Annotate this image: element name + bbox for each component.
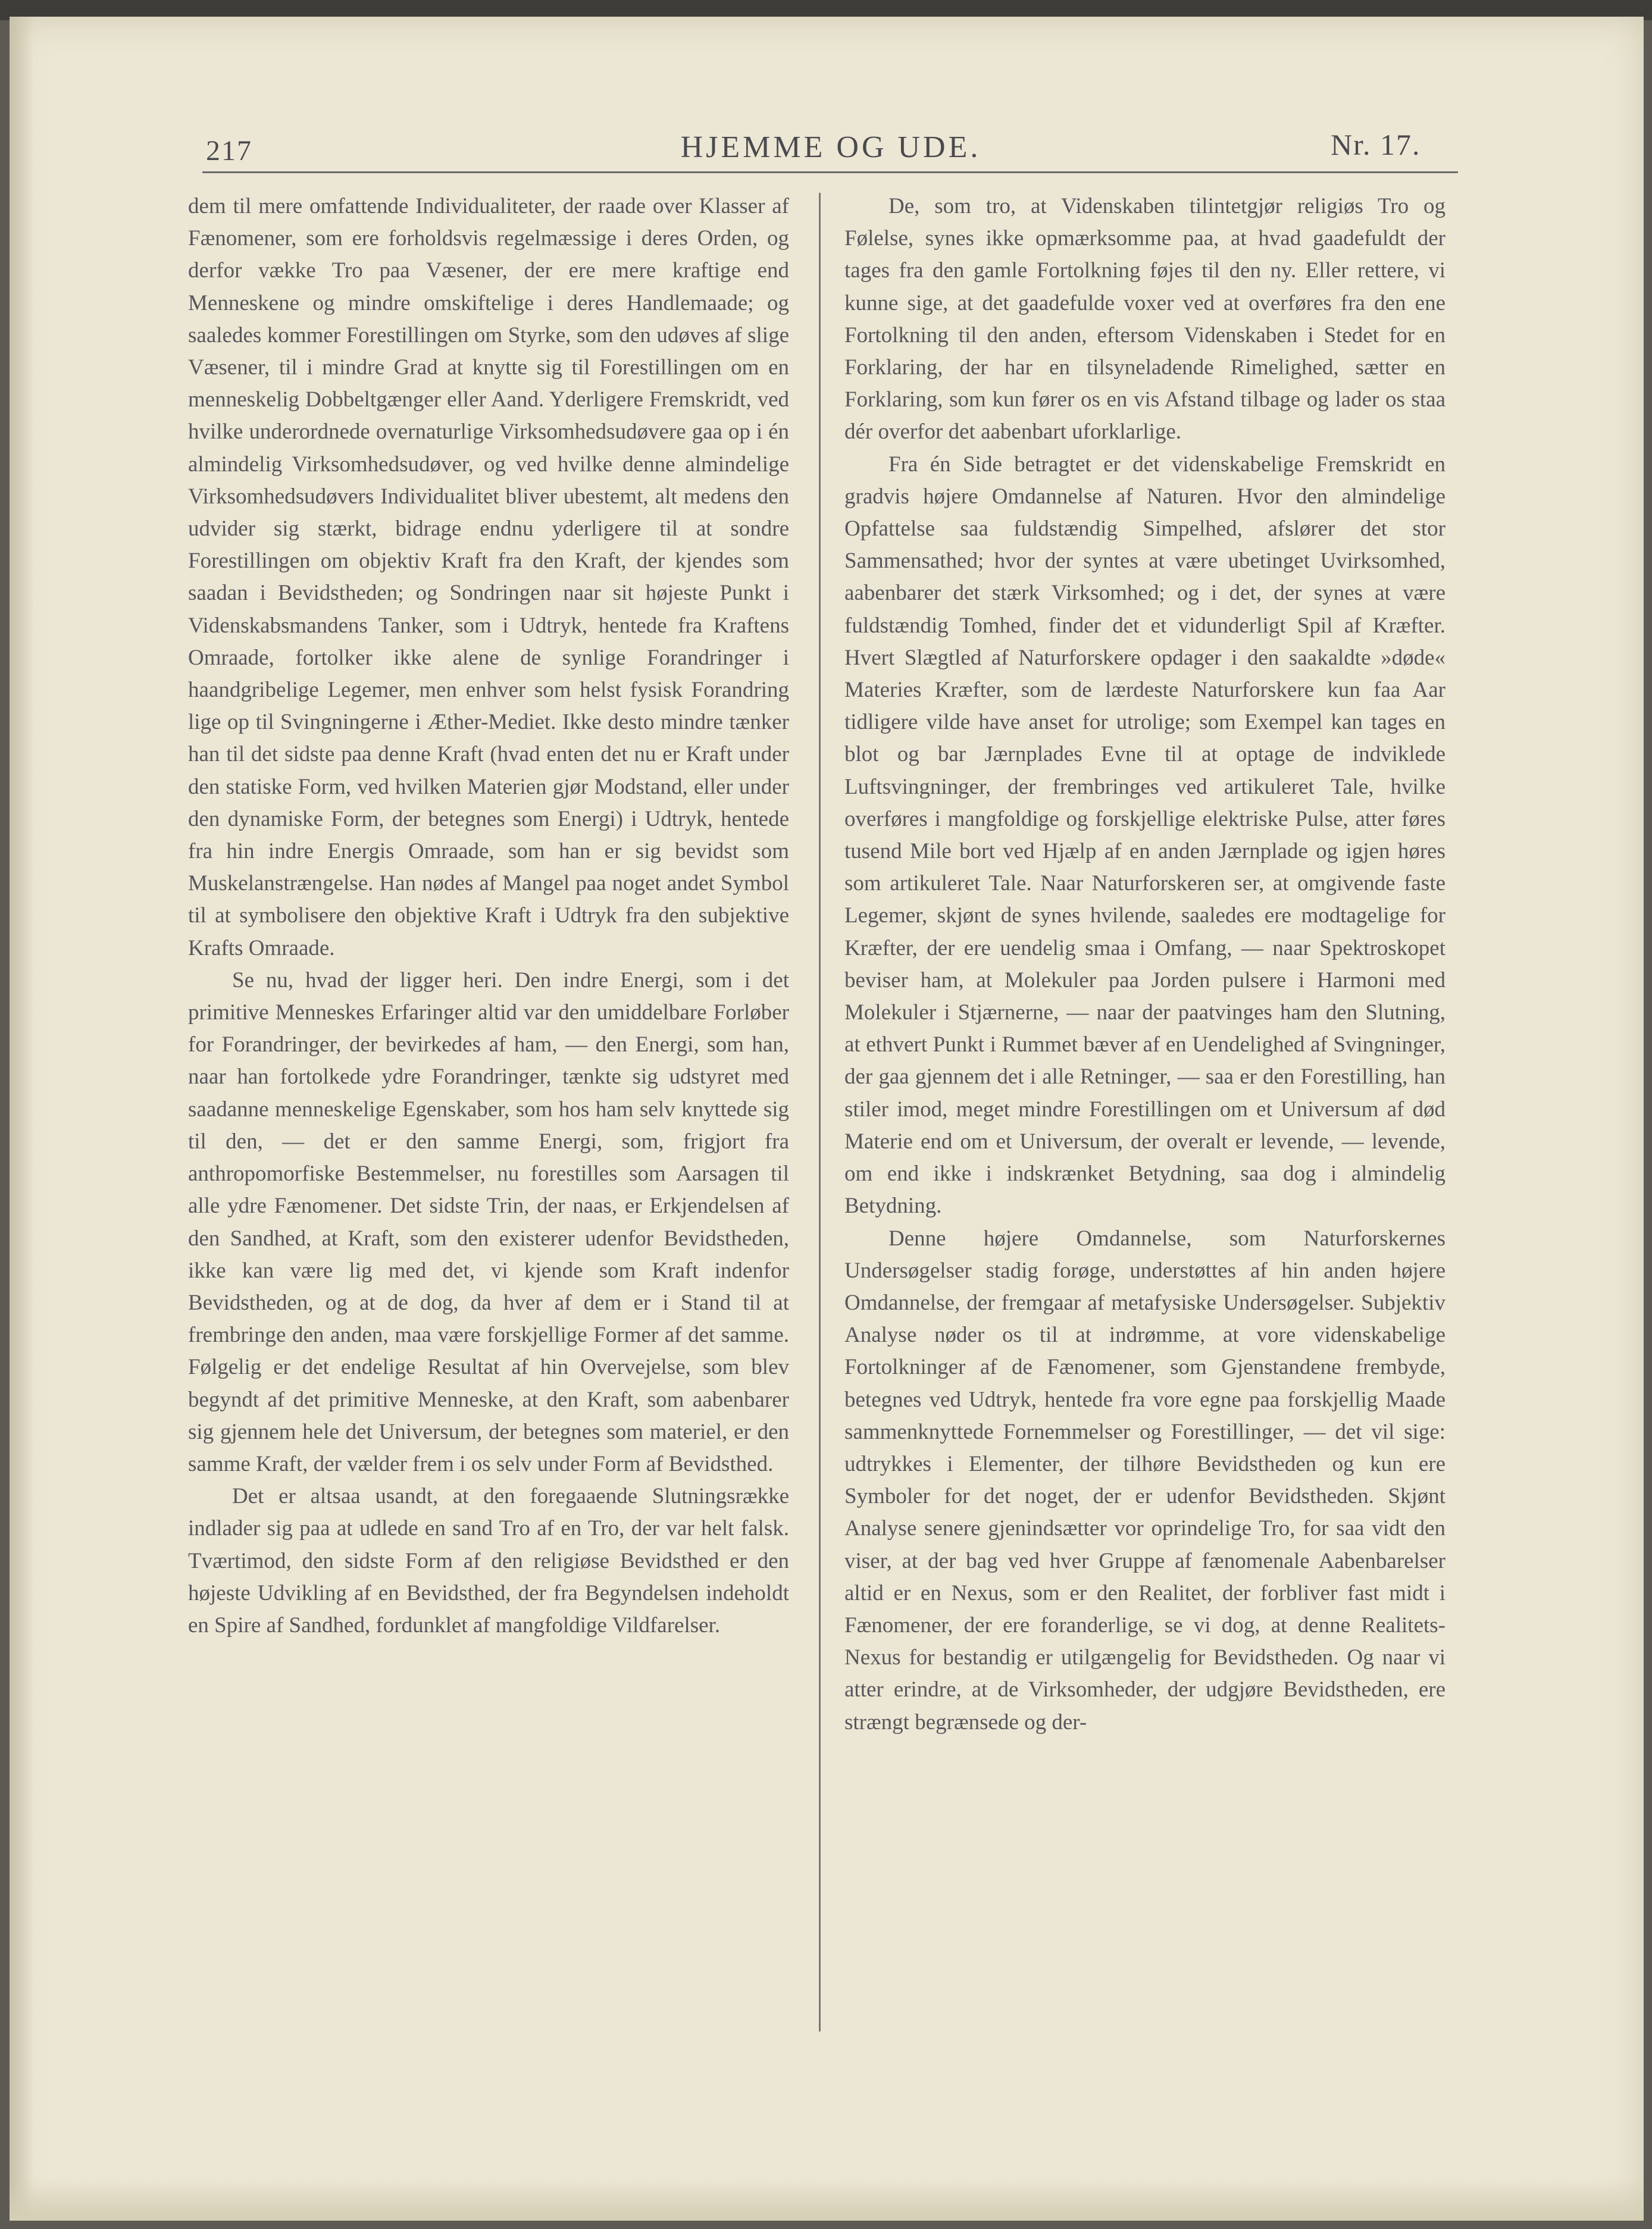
book-page (10, 17, 1644, 2221)
paragraph: Det er altsaa usandt, at den foregaaende Slutningsrække indlader sig paa at udlede en sand Tro af en Tro, der var helt falsk. Tværtimod, den sidste Form af den religiøse Bevidsthed er den højeste Udvikling af en Bevidsthed, der fra Begyndelsen indeholdt en Spire af Sandhed, fordunklet af mangfoldige Vildfarelser. (188, 1484, 789, 1638)
paragraph: Fra én Side betragtet er det videnskabelige Fremskridt en gradvis højere Omdannelse af Naturen. Hvor den almindelige Opfattelse saa fuldstændig Simpelhed, afslører det stor Sammensathed; hvor der syntes at være ubetinget Uvirksomhed, aabenbarer det stærk Virksomhed; og i det, der synes at være fuldstændig Tomhed, finder det et vidunderligt Spil af Kræfter. Hvert Slægtled af Naturforskere opdager i den saakaldte »døde« Materies Kræfter, som de lærdeste Naturforskere kun faa Aar tidligere vilde have anset for utrolige; som Exempel kan tages en blot og bar Jærnplades Evne til at optage de indviklede Luftsvingninger, der frembringes ved artikuleret Tale, hvilke overføres i mangfoldige og forskjellige elektriske Pulse, atter føres tusend Mile bort ved Hjælp af en anden Jærnplade og igjen høres som artikuleret Tale. Naar Naturforskeren ser, at omgivende faste Legemer, skjønt de synes hvilende, saaledes ere modtagelige for Kræfter, der ere uendelig smaa i Omfang, — naar Spektroskopet beviser ham, at Molekuler paa Jorden pulsere i Harmoni med Molekuler i Stjærnerne, — naar der paatvinges ham den Slutning, at ethvert Punkt i Rummet bæver af en Uendelighed af Svingninger, der gaa gjennem det i alle Retninger, — saa er den Forestilling, han stiler imod, meget mindre Forestillingen om et Universum af død Materie end om et Universum, der overalt er levende, — levende, om end ikke i indskrænket Betydning, saa dog i almindelig Betydning. (844, 452, 1446, 1219)
left-column (188, 190, 789, 1642)
page-number: 217 (206, 135, 252, 167)
right-column (844, 190, 1446, 1739)
page-header (10, 124, 1644, 183)
running-title: HJEMME OG UDE. (680, 130, 981, 164)
page-binding-shadow (10, 17, 33, 2221)
issue-number: Nr. 17. (1331, 128, 1421, 161)
paragraph: De, som tro, at Videnskaben tilintetgjør religiøs Tro og Følelse, synes ikke opmærksomme paa, at hvad gaadefuldt der tages fra den gamle Fortolkning føjes til den ny. Eller rettere, vi kunne sige, at det gaadefulde voxer ved at overføres fra den ene Fortolkning til den anden, eftersom Videnskaben i Stedet for en Forklaring, der har en tilsyneladende Rimelighed, sætter en Forklaring, som kun fører os en vis Afstand tilbage og lader os staa dér overfor det aabenbart uforklarlige. (844, 194, 1446, 444)
paragraph: Denne højere Omdannelse, som Naturforskernes Undersøgelser stadig forøge, understøttes af hin anden højere Omdannelse, der fremgaar af metafysiske Undersøgelser. Subjektiv Analyse nøder os til at indrømme, at vore videnskabelige Fortolkninger af de Fænomener, som Gjenstandene frembyde, betegnes ved Udtryk, hentede fra vore egne paa forskjellig Maade sammenknyttede Fornemmelser og Forestillinger, — det vil sige: udtrykkes i Elementer, der tilhøre Bevidstheden og kun ere Symboler for det noget, der er udenfor Bevidstheden. Skjønt Analyse senere gjenindsætter vor oprindelige Tro, for saa vidt den viser, at der bag ved hver Gruppe af fænomenale Aabenbarelser altid er en Nexus, som er den Realitet, der forbliver fast midt i Fænomener, der ere foranderlige, se vi dog, at denne Realitets-Nexus for bestandig er utilgængelig for Bevidstheden. Og naar vi atter erindre, at de Virksomheder, der udgjøre Bevidstheden, ere strængt begrænsede og der- (844, 1226, 1446, 1735)
page-bottom-edge (10, 2178, 1644, 2221)
column-divider (819, 193, 821, 2031)
paragraph: Se nu, hvad der ligger heri. Den indre Energi, som i det primitive Menneskes Erfaringer altid var den umiddelbare Forløber for Forandringer, der bevirkedes af ham, — den Energi, som han, naar han fortolkede ydre Forandringer, tænkte sig udstyret med saadanne menneskelige Egenskaber, som hos ham selv knyttede sig til den, — det er den samme Energi, som, frigjort fra anthropomorfiske Bestemmelser, nu forestilles som Aarsagen til alle ydre Fænomener. Det sidste Trin, der naas, er Erkjendelsen af den Sandhed, at Kraft, som den existerer udenfor Bevidstheden, ikke kan være lig med det, vi kjende som Kraft indenfor Bevidstheden, og at de dog, da hver af dem er i Stand til at frembringe den anden, maa være forskjellige Former af det samme. Følgelig er det endelige Resultat af hin Overvejelse, som blev begyndt af det primitive Menneske, at den Kraft, som aabenbarer sig gjennem hele det Universum, der betegnes som materiel, er den samme Kraft, der vælder frem i os selv under Form af Bevidsthed. (188, 968, 789, 1476)
paragraph: dem til mere omfattende Individualiteter, der raade over Klasser af Fænomener, som ere forholdsvis regelmæssige i deres Orden, og derfor vække Tro paa Væsener, der ere mere kraftige end Menneskene og mindre omskiftelige i deres Handlemaade; og saaledes kommer Forestillingen om Styrke, som den udøves af slige Væsener, til i mindre Grad at knytte sig til Forestillingen om en menneskelig Dobbeltgænger eller Aand. Yderligere Fremskridt, ved hvilke underordnede overnaturlige Virksomhedsudøvere gaa op i én almindelig Virksomhedsudøver, og ved hvilke denne almindelige Virksomhedsudøvers Individualitet bliver ubestemt, alt medens den udvider sig stærkt, bidrage endnu yderligere til at sondre Forestillingen om objektiv Kraft fra den Kraft, der kjendes som saadan i Bevidstheden; og Sondringen naar sit højeste Punkt i Videnskabsmandens Tanker, som i Udtryk, hentede fra Kraftens Omraade, fortolker ikke alene de synlige Forandringer i haandgribelige Legemer, men enhver som helst fysisk Forandring lige op til Svingningerne i Æther-Mediet. Ikke desto mindre tænker han til det sidste paa denne Kraft (hvad enten det nu er Kraft under den statiske Form, ved hvilken Materien gjør Modstand, eller under den dynamiske Form, der betegnes som Energi) i Udtryk, hentede fra hin indre Energis Omraade, som han er sig bevidst som Muskelanstrængelse. Han nødes af Mangel paa noget andet Symbol til at symbolisere den objektive Kraft i Udtryk fra den subjektive Krafts Omraade. (188, 194, 789, 960)
header-rule (202, 171, 1458, 173)
